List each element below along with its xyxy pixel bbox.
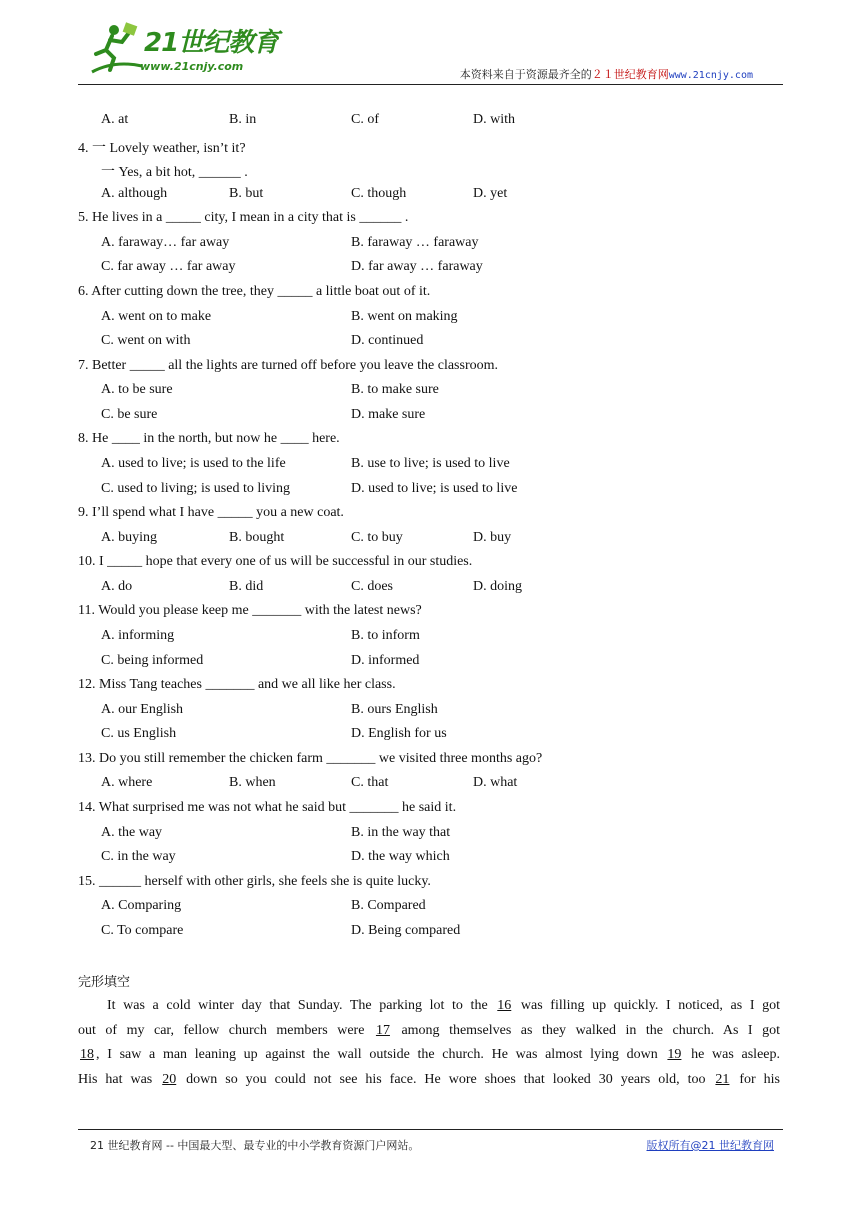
- q4-option-d: D. yet: [473, 186, 508, 201]
- question-11: 11. Would you please keep me _______ with the latest news?: [78, 603, 422, 618]
- q8-option-a: A. used to live; is used to the life: [101, 456, 286, 471]
- q4-option-a: A. although: [101, 186, 168, 201]
- q7-option-c: C. be sure: [101, 407, 158, 422]
- question-13: 13. Do you still remember the chicken farm _______ we visited three months ago?: [78, 751, 543, 766]
- cloze-passage: [78, 994, 780, 1092]
- q9-option-d: D. buy: [473, 530, 512, 545]
- q15-option-d: D. Being compared: [351, 923, 461, 938]
- q10-option-b: B. did: [229, 579, 264, 594]
- blank-16: 16: [497, 998, 512, 1013]
- q13-option-a: A. where: [101, 775, 153, 790]
- site-logo: [84, 20, 284, 82]
- source-site: ２１世纪教育网: [591, 68, 669, 81]
- q3-option-c: C. of: [351, 112, 379, 127]
- q11-option-b: B. to inform: [351, 628, 420, 643]
- q12-option-a: A. our English: [101, 702, 184, 717]
- cloze-line-3: 18 , I saw a man leaning up against the wall outside the church. He was almost lying down 19 he was asleep.: [80, 1047, 780, 1063]
- blank-17: 17: [375, 1022, 390, 1038]
- cloze-line-1: It was a cold winter day that Sunday. The parking lot to the 16 was filling up quickly. I noticed, as I got: [107, 998, 780, 1013]
- blank-19: 19: [667, 1047, 682, 1063]
- q10-option-a: A. do: [101, 579, 133, 594]
- q5-option-d: D. far away … faraway: [351, 259, 483, 274]
- q6-option-c: C. went on with: [101, 333, 191, 348]
- runner-icon: [84, 20, 144, 80]
- q7-option-a: A. to be sure: [101, 382, 173, 397]
- q13-option-d: D. what: [473, 775, 518, 790]
- q12-option-d: D. English for us: [351, 726, 447, 741]
- cloze-line-2: out of my car, fellow church members were 17 among themselves as they walked in the church. As I got: [78, 1022, 780, 1038]
- question-9: 9. I’ll spend what I have _____ you a new coat.: [78, 505, 344, 520]
- q3-option-a: A. at: [101, 112, 129, 127]
- q15-option-b: B. Compared: [351, 898, 426, 913]
- logo-text: 21世纪教育: [144, 28, 279, 58]
- q3-option-b: B. in: [229, 112, 257, 127]
- question-6: 6. After cutting down the tree, they _____ a little boat out of it.: [78, 284, 431, 299]
- question-12: 12. Miss Tang teaches _______ and we all like her class.: [78, 677, 396, 692]
- q6-option-a: A. went on to make: [101, 309, 212, 324]
- q6-option-b: B. went on making: [351, 309, 458, 324]
- blank-21: 21: [715, 1071, 730, 1087]
- question-7: 7. Better _____ all the lights are turned off before you leave the classroom.: [78, 358, 498, 373]
- question-4-line2: 一 Yes, a bit hot, ______ .: [101, 165, 248, 180]
- question-14: 14. What surprised me was not what he said but _______ he said it.: [78, 800, 457, 815]
- footer-divider: [78, 1129, 783, 1130]
- question-10: 10. I _____ hope that every one of us will be successful in our studies.: [78, 554, 473, 569]
- logo-url: www.21cnjy.com: [140, 60, 244, 73]
- blank-18: 18: [80, 1047, 94, 1063]
- q9-option-c: C. to buy: [351, 530, 403, 545]
- q5-option-c: C. far away … far away: [101, 259, 236, 274]
- header-divider: [78, 84, 783, 85]
- q8-option-d: D. used to live; is used to live: [351, 481, 518, 496]
- footer-copyright-link[interactable]: 版权所有@21 世纪教育网: [646, 1139, 774, 1152]
- question-4-line1: 4. 一 Lovely weather, isn’t it?: [78, 141, 246, 156]
- question-8: 8. He ____ in the north, but now he ____ here.: [78, 431, 340, 446]
- blank-20: 20: [162, 1071, 177, 1087]
- section-title-cloze: 完形填空: [78, 975, 131, 990]
- cloze-line-4: His hat was 20 down so you could not see his face. He wore shoes that looked 30 years old, too 21 for his: [78, 1071, 781, 1087]
- q15-option-a: A. Comparing: [101, 898, 182, 913]
- q5-option-a: A. faraway… far away: [101, 235, 230, 250]
- q3-option-d: D. with: [473, 112, 515, 127]
- header-source: 本资料来自于资源最齐全的２１世纪教育网www.21cnjy.com: [459, 68, 753, 81]
- source-url-link[interactable]: www.21cnjy.com: [668, 70, 753, 81]
- q5-option-b: B. faraway … faraway: [351, 235, 479, 250]
- q14-option-c: C. in the way: [101, 849, 176, 864]
- q8-option-b: B. use to live; is used to live: [351, 456, 510, 471]
- q14-option-b: B. in the way that: [351, 825, 451, 840]
- q10-option-d: D. doing: [473, 579, 522, 594]
- q13-option-b: B. when: [229, 775, 276, 790]
- q4-option-b: B. but: [229, 186, 264, 201]
- q9-option-b: B. bought: [229, 530, 285, 545]
- q7-option-b: B. to make sure: [351, 382, 439, 397]
- question-5: 5. He lives in a _____ city, I mean in a city that is ______ .: [78, 210, 409, 225]
- footer-description: 21 世纪教育网 -- 中国最大型、最专业的中小学教育资源门户网站。: [90, 1139, 420, 1152]
- q11-option-d: D. informed: [351, 653, 420, 668]
- q11-option-a: A. informing: [101, 628, 175, 643]
- q15-option-c: C. To compare: [101, 923, 184, 938]
- q8-option-c: C. used to living; is used to living: [101, 481, 291, 496]
- q14-option-a: A. the way: [101, 825, 163, 840]
- q12-option-c: C. us English: [101, 726, 177, 741]
- q4-option-c: C. though: [351, 186, 407, 201]
- q14-option-d: D. the way which: [351, 849, 450, 864]
- q11-option-c: C. being informed: [101, 653, 204, 668]
- q6-option-d: D. continued: [351, 333, 424, 348]
- q13-option-c: C. that: [351, 775, 389, 790]
- question-15: 15. ______ herself with other girls, she feels she is quite lucky.: [78, 874, 431, 889]
- q7-option-d: D. make sure: [351, 407, 426, 422]
- q9-option-a: A. buying: [101, 530, 157, 545]
- q12-option-b: B. ours English: [351, 702, 438, 717]
- q10-option-c: C. does: [351, 579, 393, 594]
